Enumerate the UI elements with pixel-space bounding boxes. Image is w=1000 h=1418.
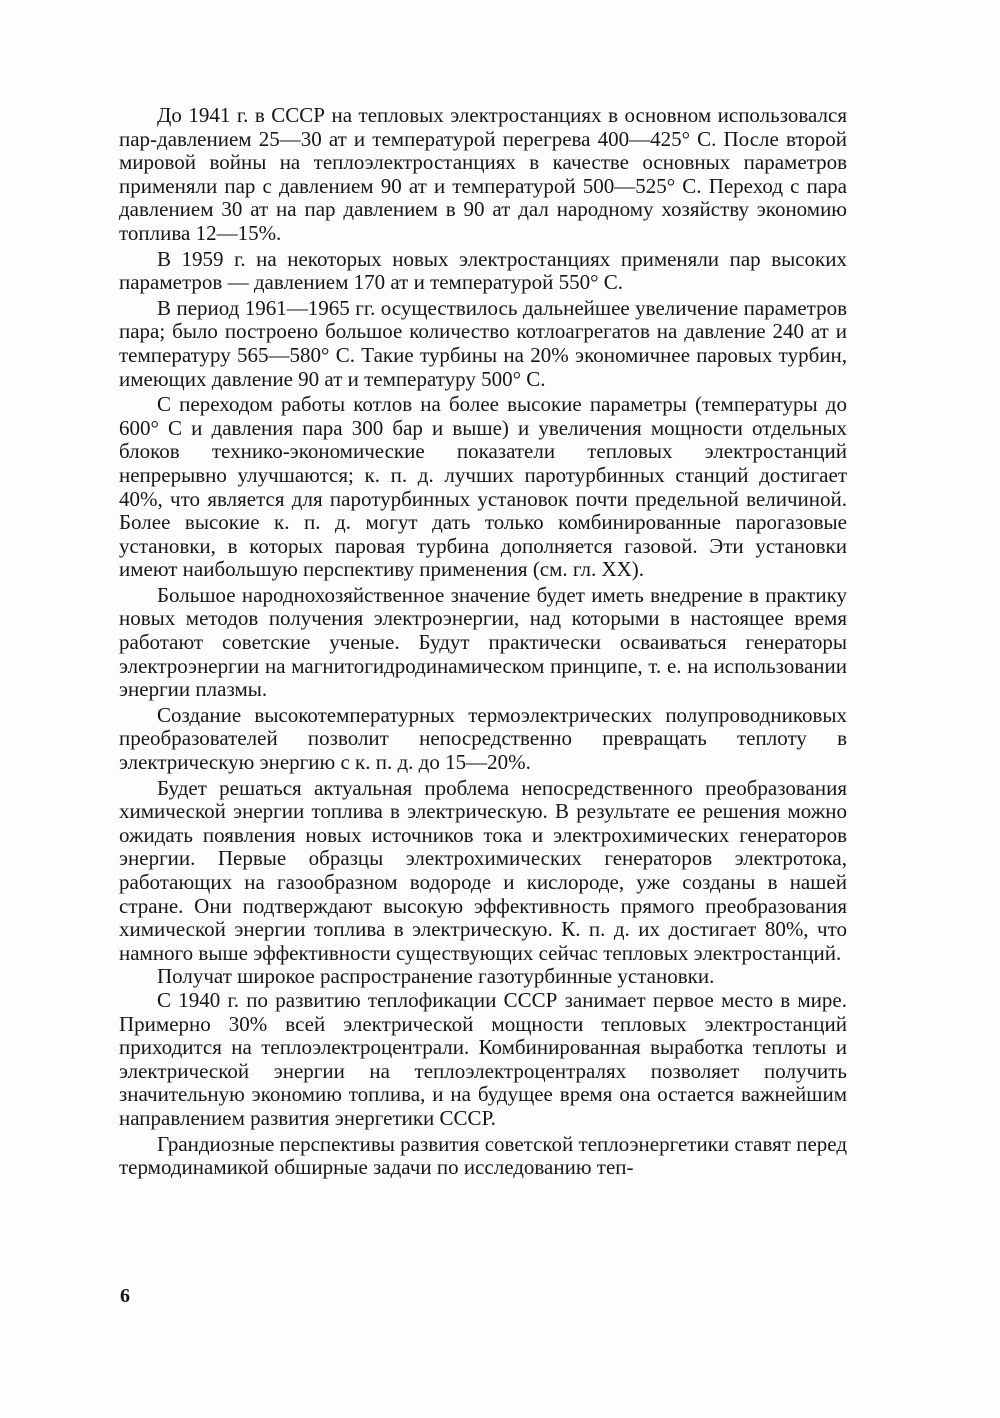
paragraph-2: В 1959 г. на некоторых новых электростанциях применяли пар высоких параметров — давлением 170 ат и температурой 550° С. (119, 246, 847, 295)
paragraph-1: До 1941 г. в СССР на тепловых электростанциях в основном использовался пар-давлением 25—30 ат и температурой перегрева 400—425° С. После второй мировой войны на теплоэлектростанциях в качестве основных параметров применяли пар с давлением 90 ат и температурой 500—525° С. Переход с пара давлением 30 ат на пар давлением в 90 ат дал народному хозяйству экономию топлива 12—15%. (119, 103, 847, 245)
paragraph-10: Грандиозные перспективы развития советской теплоэнергетики ставят перед термодинамикой обширные задачи по исследованию теп- (119, 1131, 847, 1180)
paragraph-6: Создание высокотемпературных термоэлектрических полупроводниковых преобразователей позволит непосредственно превращать теплоту в электрическую энергию с к. п. д. до 15—20%. (119, 702, 847, 775)
paragraph-7: Будет решаться актуальная проблема непосредственного преобразования химической энергии топлива в электрическую. В результате ее решения можно ожидать появления новых источников тока и электрохимических генераторов энергии. Первые образцы электрохимических генераторов электротока, работающих на газообразном водороде и кислороде, уже созданы в нашей стране. Они подтверждают высокую эффективность прямого преобразования химической энергии топлива в электрическую. К. п. д. их достигает 80%, что намного выше эффективности существующих сейчас тепловых электростанций. (119, 775, 847, 965)
body-text (119, 104, 847, 1182)
paragraph-5: Большое народнохозяйственное значение будет иметь внедрение в практику новых методов получения электроэнергии, над которыми в настоящее время работают советские ученые. Будут практически осваиваться генераторы электроэнергии на магнитогидродинамическом принципе, т. е. на использовании энергии плазмы. (119, 582, 847, 702)
paragraph-4: С переходом работы котлов на более высокие параметры (температуры до 600° С и давления пара 300 бар и выше) и увеличения мощности отдельных блоков технико-экономические показатели тепловых электростанций непрерывно улучшаются; к. п. д. лучших паротурбинных станций достигает 40%, что является для паротурбинных установок почти предельной величиной. Более высокие к. п. д. могут дать только комбинированные парогазовые установки, в которых паровая турбина дополняется газовой. Эти установки имеют наибольшую перспективу применения (см. гл. XX). (119, 392, 847, 582)
paragraph-8: Получат широкое распространение газотурбинные установки. (157, 964, 715, 989)
paragraph-3: В период 1961—1965 гг. осуществилось дальнейшее увеличение параметров пара; было построено большое количество котлоагрегатов на давление 240 ат и температуру 565—580° С. Такие турбины на 20% экономичнее паровых турбин, имеющих давление 90 ат и температуру 500° С. (119, 295, 847, 391)
page-number: 6 (120, 1285, 130, 1307)
paragraph-9: С 1940 г. по развитию теплофикации СССР занимает первое место в мире. Примерно 30% всей электрической мощности тепловых электростанций приходится на теплоэлектроцентрали. Комбинированная выработка теплоты и электрической энергии на теплоэлектроцентралях позволяет получить значительную экономию топлива, и на будущее время она остается важнейшим направлением развития энергетики СССР. (119, 987, 847, 1130)
